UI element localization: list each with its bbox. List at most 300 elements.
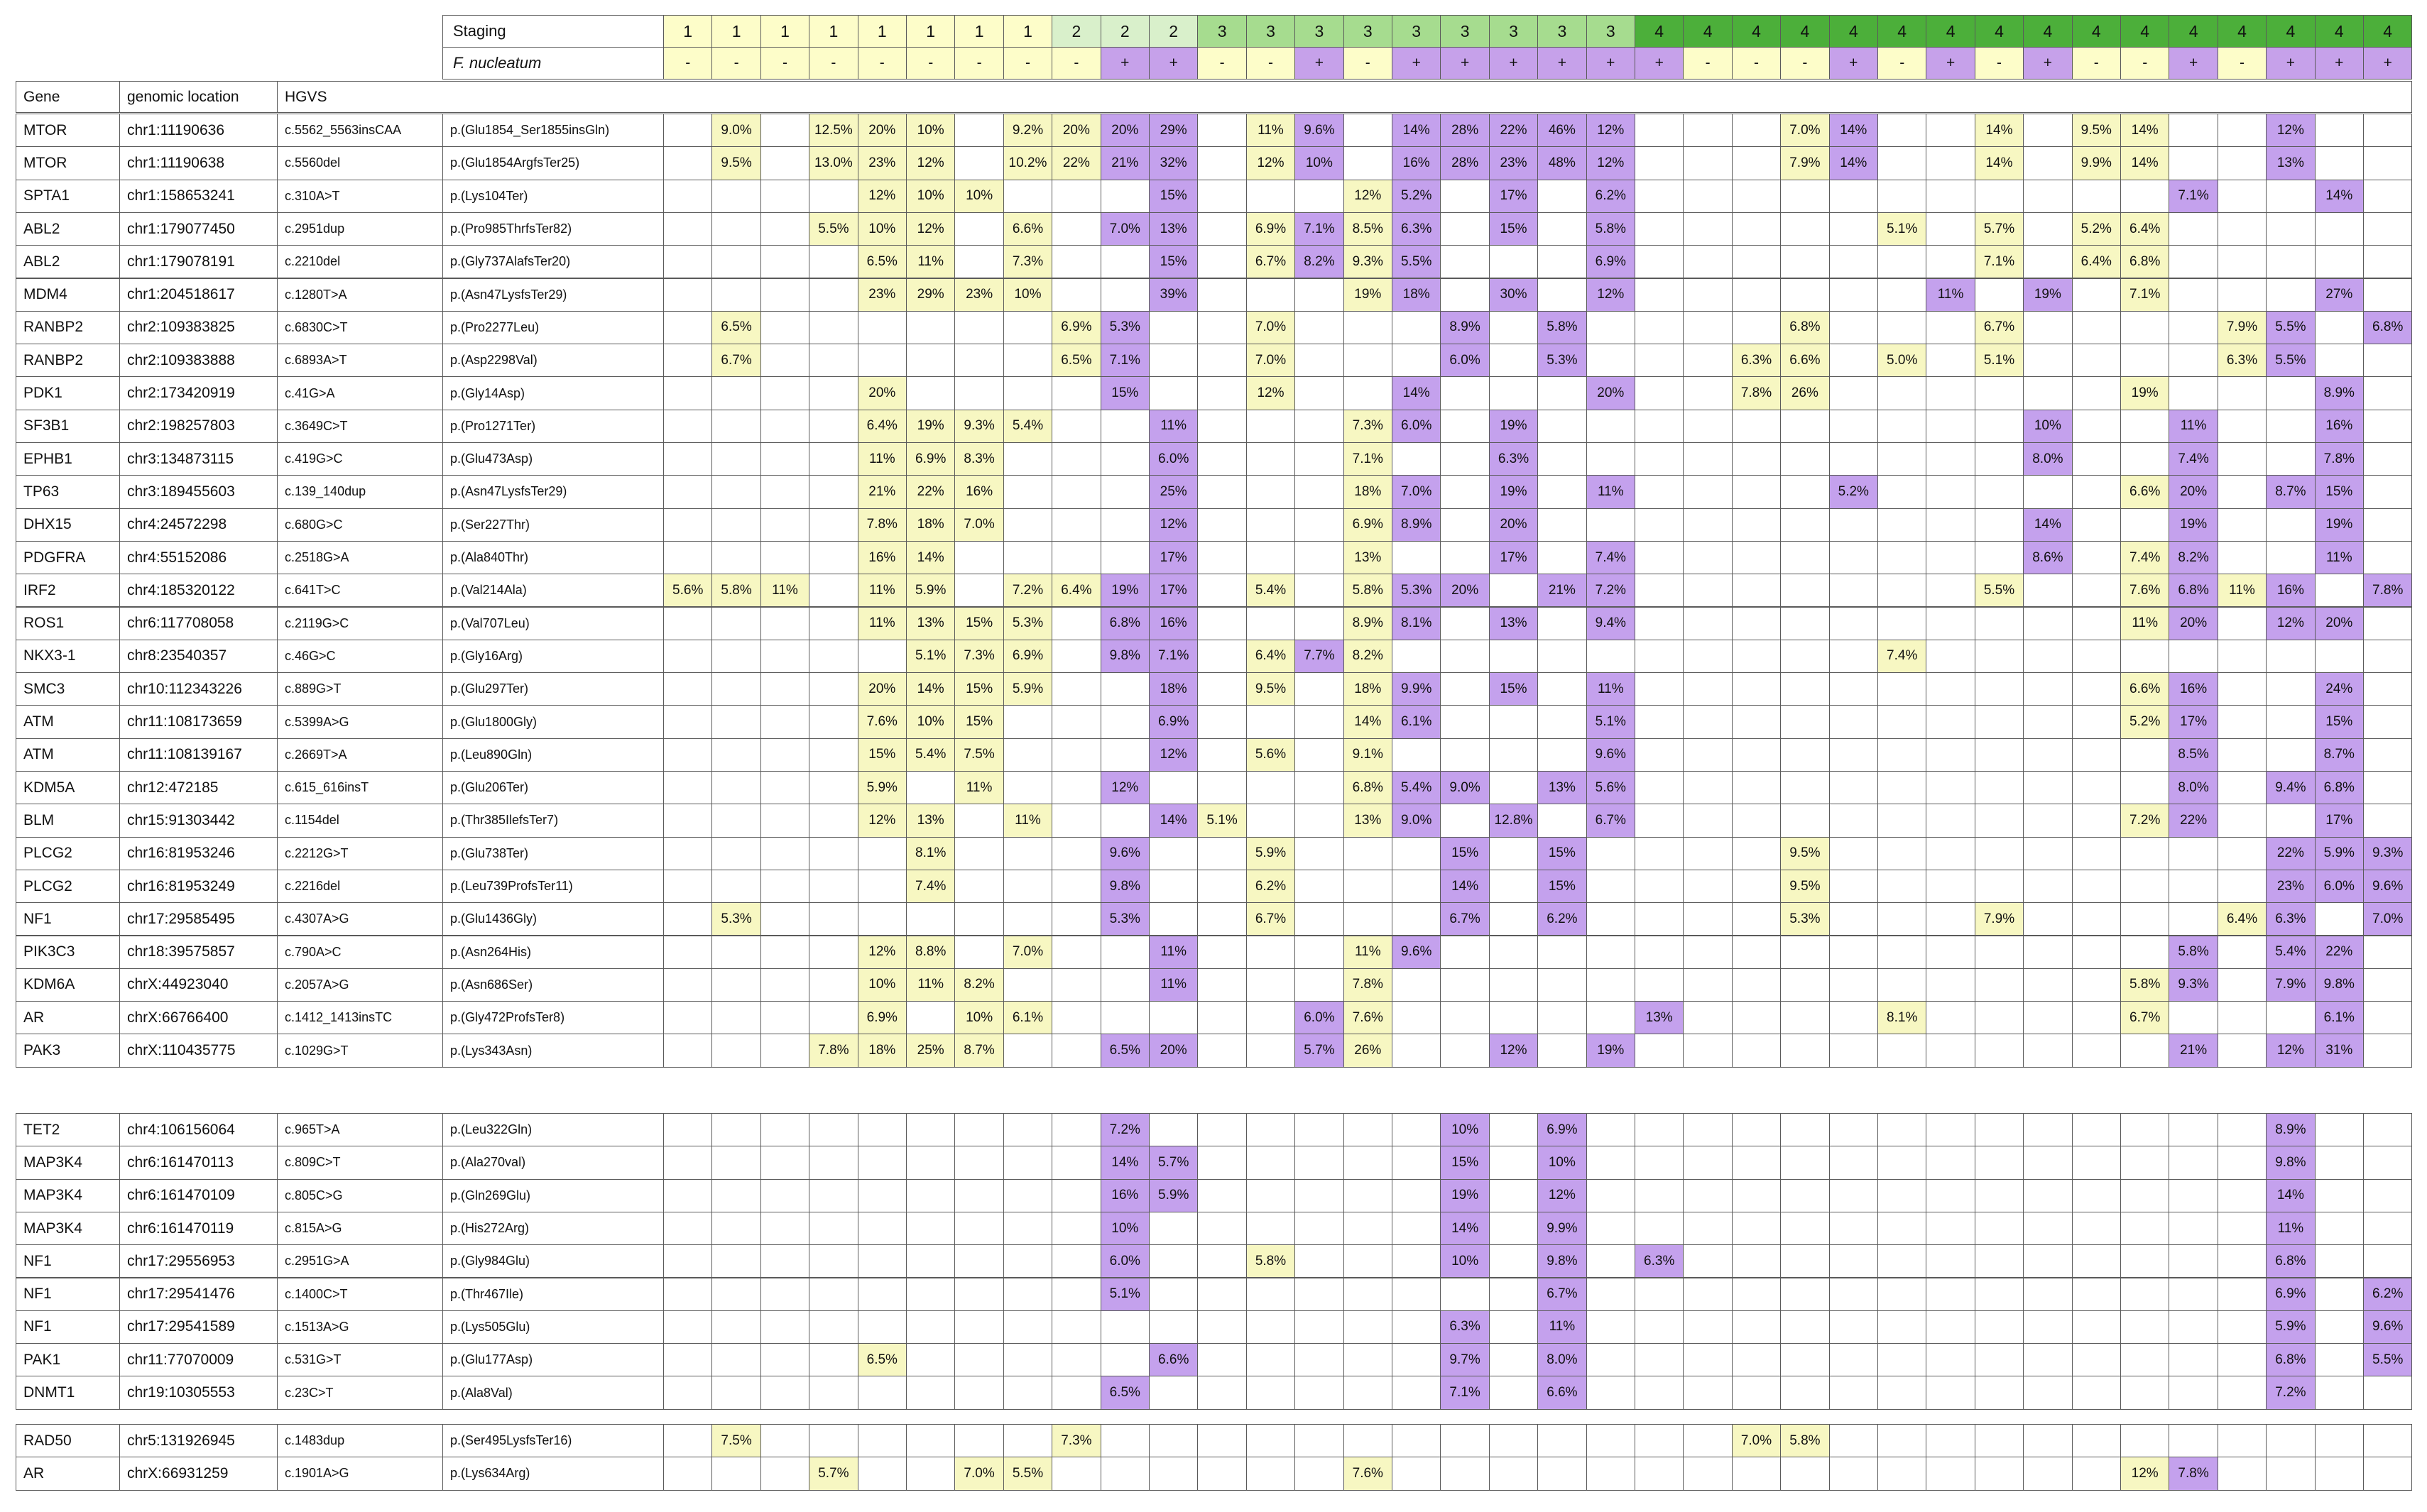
vaf-cell: 6.1%	[1003, 1001, 1052, 1034]
vaf-cell	[2218, 771, 2267, 804]
fn-status-cell: -	[663, 47, 712, 80]
vaf-cell	[1052, 607, 1101, 640]
vaf-cell: 6.8%	[1343, 771, 1392, 804]
vaf-cell	[711, 508, 760, 542]
vaf-cell	[760, 738, 809, 772]
staging-cell: 3	[1586, 15, 1635, 48]
vaf-cell	[1829, 738, 1878, 772]
vaf-cell: 11%	[1003, 804, 1052, 837]
vaf-cell	[1829, 344, 1878, 377]
vaf-cell	[1829, 902, 1878, 936]
fn-status-cell: +	[2169, 47, 2218, 80]
fn-status-cell: -	[760, 47, 809, 80]
vaf-cell: 10%	[1537, 1146, 1586, 1179]
vaf-cell	[760, 1179, 809, 1212]
vaf-cell	[1343, 1146, 1392, 1179]
vaf-cell	[1926, 1113, 1975, 1146]
vaf-cell: 5.8%	[1246, 1244, 1295, 1278]
vaf-cell: 6.0%	[1101, 1244, 1150, 1278]
vaf-cell: 5.4%	[1246, 574, 1295, 607]
fn-status-cell: +	[1392, 47, 1441, 80]
staging-cell: 1	[1003, 15, 1052, 48]
row-c: c.1280T>A	[277, 278, 443, 312]
vaf-cell: 26%	[1343, 1034, 1392, 1067]
vaf-cell: 29%	[906, 278, 955, 312]
vaf-cell	[2169, 870, 2218, 903]
vaf-cell	[1926, 410, 1975, 443]
vaf-cell	[1732, 1034, 1781, 1067]
vaf-cell: 48%	[1537, 146, 1586, 180]
vaf-cell	[954, 541, 1003, 574]
vaf-cell	[2218, 475, 2267, 508]
vaf-cell: 6.0%	[1294, 1001, 1343, 1034]
vaf-cell	[1052, 1310, 1101, 1344]
vaf-cell	[1732, 1457, 1781, 1490]
vaf-cell	[2363, 771, 2412, 804]
vaf-cell	[1343, 1244, 1392, 1278]
vaf-cell: 9.4%	[1586, 607, 1635, 640]
vaf-cell: 6.5%	[1101, 1034, 1150, 1067]
row-loc: chrX:44923040	[119, 968, 278, 1002]
staging-cell: 4	[1926, 15, 1975, 48]
row-p: p.(Gly14Asp)	[442, 376, 664, 410]
vaf-cell	[2023, 344, 2072, 377]
vaf-cell: 7.0%	[1003, 936, 1052, 969]
vaf-cell	[1975, 837, 2024, 870]
vaf-cell: 11%	[1343, 936, 1392, 969]
vaf-cell	[1635, 1034, 1684, 1067]
vaf-cell	[1052, 541, 1101, 574]
vaf-cell: 25%	[906, 1034, 955, 1067]
vaf-cell	[1149, 1113, 1198, 1146]
row-gene: BLM	[16, 804, 120, 837]
vaf-cell	[2072, 640, 2121, 673]
vaf-cell	[760, 311, 809, 344]
vaf-cell: 8.0%	[2169, 771, 2218, 804]
vaf-cell: 10.2%	[1003, 146, 1052, 180]
vaf-cell	[663, 870, 712, 903]
vaf-cell	[1537, 541, 1586, 574]
row-p: p.(Leu890Gln)	[442, 738, 664, 772]
vaf-cell	[1003, 1212, 1052, 1245]
vaf-cell	[2072, 278, 2121, 312]
vaf-cell	[2363, 1424, 2412, 1457]
vaf-cell: 25%	[1149, 475, 1198, 508]
vaf-cell	[1780, 705, 1829, 738]
vaf-cell: 16%	[1392, 146, 1441, 180]
vaf-cell	[1392, 1310, 1441, 1344]
vaf-cell: 6.4%	[1246, 640, 1295, 673]
vaf-cell	[1101, 1457, 1150, 1490]
vaf-cell: 12%	[906, 146, 955, 180]
vaf-cell: 9.6%	[1101, 837, 1150, 870]
staging-cell: 3	[1343, 15, 1392, 48]
vaf-cell	[1197, 1212, 1246, 1245]
vaf-cell	[1489, 1001, 1538, 1034]
vaf-cell: 7.6%	[1343, 1001, 1392, 1034]
vaf-cell	[1101, 180, 1150, 213]
vaf-cell: 8.9%	[2266, 1113, 2315, 1146]
vaf-cell: 26%	[1780, 376, 1829, 410]
vaf-cell	[1975, 1424, 2024, 1457]
vaf-cell: 28%	[1440, 146, 1489, 180]
vaf-cell	[2363, 278, 2412, 312]
vaf-cell	[1926, 1001, 1975, 1034]
vaf-cell	[1683, 1113, 1732, 1146]
vaf-cell	[1732, 936, 1781, 969]
vaf-cell: 18%	[906, 508, 955, 542]
vaf-cell	[663, 672, 712, 706]
vaf-cell	[1635, 1146, 1684, 1179]
vaf-cell: 8.0%	[2023, 442, 2072, 476]
vaf-cell	[1052, 1179, 1101, 1212]
vaf-cell: 7.4%	[906, 870, 955, 903]
row-c: c.790A>C	[277, 936, 443, 969]
vaf-cell	[1294, 837, 1343, 870]
vaf-cell	[1635, 1424, 1684, 1457]
staging-cell: 3	[1294, 15, 1343, 48]
vaf-cell	[1926, 1244, 1975, 1278]
vaf-cell	[1635, 1278, 1684, 1311]
vaf-cell: 6.5%	[858, 245, 907, 278]
row-gene: RANBP2	[16, 311, 120, 344]
vaf-cell	[1877, 376, 1926, 410]
vaf-cell	[1975, 771, 2024, 804]
vaf-cell	[1197, 114, 1246, 147]
vaf-cell	[2072, 1146, 2121, 1179]
vaf-cell	[2169, 311, 2218, 344]
vaf-cell: 5.1%	[1101, 1278, 1150, 1311]
vaf-cell	[663, 278, 712, 312]
vaf-cell	[2072, 837, 2121, 870]
vaf-cell	[2169, 146, 2218, 180]
vaf-cell	[2363, 936, 2412, 969]
vaf-cell	[1877, 442, 1926, 476]
vaf-cell	[1975, 870, 2024, 903]
vaf-cell: 5.1%	[1975, 344, 2024, 377]
vaf-cell	[1440, 1457, 1489, 1490]
row-p: p.(Lys343Asn)	[442, 1034, 664, 1067]
vaf-cell	[1343, 146, 1392, 180]
vaf-cell	[809, 936, 858, 969]
vaf-cell	[1003, 902, 1052, 936]
vaf-cell	[1440, 672, 1489, 706]
vaf-cell	[663, 212, 712, 246]
vaf-cell	[1294, 1212, 1343, 1245]
vaf-cell	[1635, 245, 1684, 278]
vaf-cell	[1877, 771, 1926, 804]
vaf-cell	[1052, 180, 1101, 213]
vaf-cell: 9.8%	[2315, 968, 2364, 1002]
staging-cell: 4	[2072, 15, 2121, 48]
vaf-cell	[2218, 146, 2267, 180]
fn-status-cell: -	[1246, 47, 1295, 80]
vaf-cell: 13%	[1537, 771, 1586, 804]
vaf-cell	[1489, 1343, 1538, 1376]
vaf-cell	[809, 1212, 858, 1245]
vaf-cell	[1926, 1376, 1975, 1409]
vaf-cell	[760, 1424, 809, 1457]
row-c: c.615_616insT	[277, 771, 443, 804]
vaf-cell	[760, 607, 809, 640]
row-gene: MDM4	[16, 278, 120, 312]
vaf-cell	[2218, 541, 2267, 574]
vaf-cell: 12%	[858, 804, 907, 837]
vaf-cell	[1294, 1343, 1343, 1376]
vaf-cell	[954, 804, 1003, 837]
vaf-cell	[1149, 311, 1198, 344]
vaf-cell	[2072, 1310, 2121, 1344]
vaf-cell	[1197, 1244, 1246, 1278]
vaf-cell	[1003, 1424, 1052, 1457]
vaf-cell	[760, 804, 809, 837]
vaf-cell	[1052, 1278, 1101, 1311]
vaf-cell	[1635, 936, 1684, 969]
vaf-cell	[1635, 1113, 1684, 1146]
vaf-cell	[1683, 541, 1732, 574]
vaf-cell	[1780, 1212, 1829, 1245]
vaf-cell	[1829, 541, 1878, 574]
vaf-cell	[1343, 311, 1392, 344]
vaf-cell	[1683, 738, 1732, 772]
vaf-cell	[1683, 968, 1732, 1002]
vaf-cell	[1537, 804, 1586, 837]
vaf-cell	[1926, 1212, 1975, 1245]
vaf-cell	[1732, 442, 1781, 476]
vaf-cell: 9.3%	[2363, 837, 2412, 870]
staging-cell: 3	[1197, 15, 1246, 48]
vaf-cell	[906, 1113, 955, 1146]
vaf-cell: 27%	[2315, 278, 2364, 312]
vaf-cell: 10%	[1101, 1212, 1150, 1245]
row-p: p.(Thr467Ile)	[442, 1278, 664, 1311]
vaf-cell: 5.7%	[1294, 1034, 1343, 1067]
vaf-cell	[1052, 1376, 1101, 1409]
vaf-cell	[809, 837, 858, 870]
vaf-cell: 22%	[2266, 837, 2315, 870]
vaf-cell	[1586, 1343, 1635, 1376]
vaf-cell: 6.0%	[2315, 870, 2364, 903]
vaf-cell	[1003, 1310, 1052, 1344]
vaf-cell	[2266, 541, 2315, 574]
vaf-cell	[1294, 574, 1343, 607]
vaf-cell: 8.1%	[1877, 1001, 1926, 1034]
vaf-cell	[1294, 508, 1343, 542]
vaf-cell	[1586, 640, 1635, 673]
vaf-cell	[906, 1376, 955, 1409]
vaf-cell	[2363, 738, 2412, 772]
vaf-cell	[1197, 278, 1246, 312]
vaf-cell	[2072, 1113, 2121, 1146]
vaf-cell	[1052, 442, 1101, 476]
vaf-cell	[2023, 1146, 2072, 1179]
row-p: p.(Glu1436Gly)	[442, 902, 664, 936]
vaf-cell	[2120, 1146, 2169, 1179]
vaf-cell	[760, 1457, 809, 1490]
staging-cell: 3	[1537, 15, 1586, 48]
vaf-cell	[2072, 410, 2121, 443]
vaf-cell: 6.7%	[1246, 902, 1295, 936]
row-p: p.(Lys505Glu)	[442, 1310, 664, 1344]
vaf-cell	[1537, 1001, 1586, 1034]
row-gene: PAK1	[16, 1343, 120, 1376]
vaf-cell	[1392, 902, 1441, 936]
row-loc: chr4:55152086	[119, 541, 278, 574]
vaf-cell	[2023, 146, 2072, 180]
vaf-cell	[2072, 705, 2121, 738]
vaf-cell	[1683, 936, 1732, 969]
row-c: c.815A>G	[277, 1212, 443, 1245]
vaf-cell	[1294, 1457, 1343, 1490]
vaf-cell	[1294, 475, 1343, 508]
vaf-cell	[1197, 1113, 1246, 1146]
vaf-cell	[711, 410, 760, 443]
vaf-cell	[1440, 180, 1489, 213]
vaf-cell	[2315, 1113, 2364, 1146]
vaf-cell: 15%	[858, 738, 907, 772]
staging-cell: 4	[2315, 15, 2364, 48]
vaf-cell: 14%	[2120, 146, 2169, 180]
vaf-cell	[809, 902, 858, 936]
vaf-cell: 9.8%	[1537, 1244, 1586, 1278]
vaf-cell: 6.1%	[2315, 1001, 2364, 1034]
vaf-cell	[1877, 672, 1926, 706]
vaf-cell	[1392, 837, 1441, 870]
vaf-cell: 5.8%	[1780, 1424, 1829, 1457]
vaf-cell: 5.3%	[1101, 902, 1150, 936]
vaf-cell	[663, 1457, 712, 1490]
vaf-cell: 12%	[858, 180, 907, 213]
vaf-cell	[1392, 1343, 1441, 1376]
row-c: c.6893A>T	[277, 344, 443, 377]
vaf-cell	[1975, 508, 2024, 542]
vaf-cell: 14%	[1101, 1146, 1150, 1179]
vaf-cell	[2315, 1278, 2364, 1311]
row-c: c.1154del	[277, 804, 443, 837]
vaf-cell	[1489, 245, 1538, 278]
vaf-cell: 8.1%	[1392, 607, 1441, 640]
vaf-cell: 11%	[1149, 936, 1198, 969]
vaf-cell	[1294, 180, 1343, 213]
vaf-cell: 6.5%	[1052, 344, 1101, 377]
fn-status-cell: -	[1343, 47, 1392, 80]
vaf-cell	[1197, 1278, 1246, 1311]
row-p: p.(Thr385IlefsTer7)	[442, 804, 664, 837]
row-c: c.2057A>G	[277, 968, 443, 1002]
vaf-cell	[1246, 1457, 1295, 1490]
vaf-cell: 7.9%	[2266, 968, 2315, 1002]
vaf-cell: 9.6%	[1586, 738, 1635, 772]
vaf-cell	[711, 771, 760, 804]
row-gene: PLCG2	[16, 837, 120, 870]
vaf-cell	[809, 1179, 858, 1212]
row-loc: chr1:158653241	[119, 180, 278, 213]
vaf-cell	[2218, 640, 2267, 673]
vaf-cell	[2120, 1343, 2169, 1376]
fn-status-cell: -	[711, 47, 760, 80]
vaf-cell	[1537, 442, 1586, 476]
vaf-cell	[2218, 1278, 2267, 1311]
vaf-cell	[1392, 344, 1441, 377]
vaf-cell	[2169, 1212, 2218, 1245]
vaf-cell: 6.8%	[2363, 311, 2412, 344]
vaf-cell: 8.7%	[2315, 738, 2364, 772]
vaf-cell: 17%	[2315, 804, 2364, 837]
vaf-cell	[2266, 804, 2315, 837]
vaf-cell	[1294, 672, 1343, 706]
staging-cell: 3	[1489, 15, 1538, 48]
vaf-cell	[2120, 508, 2169, 542]
vaf-cell	[1829, 212, 1878, 246]
vaf-cell: 7.7%	[1294, 640, 1343, 673]
vaf-cell	[1197, 936, 1246, 969]
vaf-cell	[711, 804, 760, 837]
vaf-cell: 7.9%	[2218, 311, 2267, 344]
vaf-cell	[809, 180, 858, 213]
vaf-cell	[1926, 738, 1975, 772]
vaf-cell: 6.9%	[1537, 1113, 1586, 1146]
row-loc: chr6:117708058	[119, 607, 278, 640]
vaf-cell	[1343, 1179, 1392, 1212]
vaf-cell	[906, 1001, 955, 1034]
vaf-cell	[1732, 640, 1781, 673]
vaf-cell: 9.5%	[1780, 837, 1829, 870]
row-loc: chr4:106156064	[119, 1113, 278, 1146]
vaf-cell: 6.8%	[1780, 311, 1829, 344]
vaf-cell	[1780, 738, 1829, 772]
vaf-cell	[1877, 475, 1926, 508]
vaf-cell	[2072, 771, 2121, 804]
vaf-cell	[1052, 278, 1101, 312]
vaf-cell: 9.3%	[2169, 968, 2218, 1002]
vaf-cell	[1829, 804, 1878, 837]
vaf-cell	[2266, 738, 2315, 772]
vaf-cell	[1829, 245, 1878, 278]
vaf-cell	[2120, 1424, 2169, 1457]
vaf-cell: 6.7%	[711, 344, 760, 377]
vaf-cell	[760, 245, 809, 278]
vaf-cell	[2072, 311, 2121, 344]
vaf-cell: 8.2%	[1294, 245, 1343, 278]
vaf-cell	[2072, 902, 2121, 936]
vaf-cell	[1829, 1146, 1878, 1179]
row-c: c.641T>C	[277, 574, 443, 607]
row-c: c.805C>G	[277, 1179, 443, 1212]
vaf-cell: 12%	[2266, 607, 2315, 640]
vaf-cell	[1926, 936, 1975, 969]
vaf-cell	[2315, 1376, 2364, 1409]
fn-status-cell: -	[1197, 47, 1246, 80]
fn-status-cell: -	[1975, 47, 2024, 80]
vaf-cell: 6.6%	[1003, 212, 1052, 246]
vaf-cell	[1101, 705, 1150, 738]
vaf-cell	[809, 541, 858, 574]
row-c: c.4307A>G	[277, 902, 443, 936]
row-gene: MAP3K4	[16, 1179, 120, 1212]
vaf-cell	[760, 212, 809, 246]
vaf-cell	[1780, 1179, 1829, 1212]
vaf-cell	[2315, 245, 2364, 278]
vaf-cell	[663, 968, 712, 1002]
vaf-cell	[1101, 738, 1150, 772]
vaf-cell	[1780, 1244, 1829, 1278]
vaf-cell	[1343, 1424, 1392, 1457]
row-p: p.(Lys634Arg)	[442, 1457, 664, 1490]
vaf-cell: 11%	[1246, 114, 1295, 147]
vaf-cell	[906, 771, 955, 804]
vaf-cell	[711, 672, 760, 706]
vaf-cell	[906, 1244, 955, 1278]
